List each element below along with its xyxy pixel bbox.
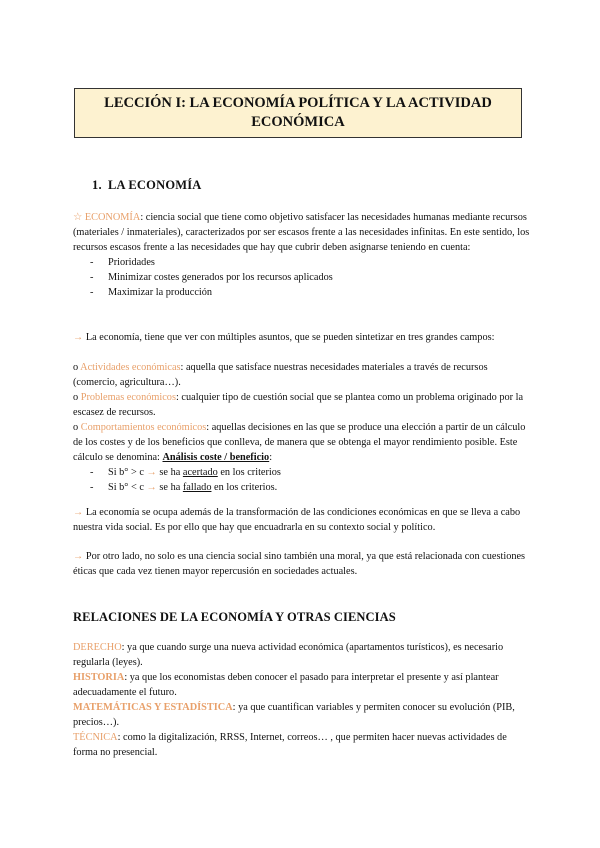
- criterio-word: fallado: [182, 482, 212, 493]
- bullet-icon: o: [73, 362, 79, 373]
- bullet-icon: o: [73, 422, 79, 433]
- campo-text: : aquellas decisiones en las que se produce una elección a partir de un cálculo de los costes y de los beneficios que conlleva, de manera que se obtenga el mayor rendimiento posible. Este cálculo se denomina:: [73, 422, 526, 463]
- criterios-list: [73, 465, 533, 495]
- relacion-label: TÉCNICA: [73, 732, 118, 743]
- relacion-text: : ya que cuando surge una nueva actividad económica (apartamentos turísticos), es necesario regularla (leyes).: [73, 642, 504, 668]
- arrow-icon: →: [146, 467, 157, 478]
- section-heading-relaciones: RELACIONES DE LA ECONOMÍA Y OTRAS CIENCIAS: [73, 610, 396, 624]
- section-title: LA ECONOMÍA: [108, 178, 202, 192]
- transformacion-paragraph: [73, 505, 533, 535]
- criterio-post: en los criterios: [217, 467, 281, 478]
- definition-term: ECONOMÍA: [84, 212, 141, 223]
- list-item: [73, 390, 533, 420]
- analisis-term: Análisis coste / beneficio: [162, 452, 270, 463]
- arrow-icon: →: [146, 482, 157, 493]
- relaciones-block: [73, 640, 533, 760]
- campos-block: [73, 360, 533, 495]
- criterio-word: acertado: [182, 467, 218, 478]
- relacion-label: MATEMÁTICAS Y ESTADÍSTICA: [73, 702, 233, 713]
- campo-label: Comportamientos económicos: [80, 422, 207, 433]
- criterio-post: en los criterios.: [211, 482, 278, 493]
- list-item: [73, 670, 533, 700]
- campos-intro-text: La economía, tiene que ver con múltiples asuntos, que se pueden sintetizar en tres grandes campos:: [83, 332, 495, 343]
- relacion-text: : ya que cuantifican variables y permiten conocer su evolución (PIB, precios…).: [73, 702, 515, 728]
- definition-list: [73, 255, 533, 300]
- campos-intro: [73, 330, 533, 345]
- campo-label: Actividades económicas: [80, 362, 181, 373]
- arrow-icon: →: [73, 332, 84, 343]
- paragraph-text: La economía se ocupa además de la transformación de las condiciones económicas en que se lleva a cabo nuestra vida social. Es por ello que hay que encuadrarla en su contexto social y político.: [73, 507, 521, 533]
- definition-paragraph: [73, 210, 533, 255]
- section-number: 1.: [92, 178, 102, 192]
- paragraph-text: Por otro lado, no solo es una ciencia social sino también una moral, ya que está relacionada con cuestiones éticas que cada vez tienen mayor repercusión en sociedades actuales.: [73, 551, 526, 577]
- relacion-text: : ya que los economistas deben conocer el pasado para interpretar el presente y así plantear adecuadamente el futuro.: [73, 672, 499, 698]
- relacion-text: : como la digitalización, RRSS, Internet, correos… , que permiten hacer nuevas actividades de forma no presencial.: [73, 732, 507, 758]
- arrow-icon: →: [73, 507, 84, 518]
- criterio-pre: se ha: [156, 482, 183, 493]
- relacion-label: HISTORIA: [73, 672, 125, 683]
- list-item: [73, 480, 533, 495]
- criterio-condition: Si b° > c: [108, 467, 144, 478]
- list-item: [73, 360, 533, 390]
- list-item: [73, 465, 533, 480]
- list-item: [73, 700, 533, 730]
- lesson-title: LECCIÓN I: LA ECONOMÍA POLÍTICA Y LA ACTIVIDAD ECONÓMICA: [104, 95, 492, 130]
- list-item: - Maximizar la producción: [73, 285, 533, 300]
- definition-text: : ciencia social que tiene como objetivo satisfacer las necesidades humanas mediante recursos (materiales / inmateriales), caracterizados por ser escasos frente a las necesidades infinitas. En este sentido, los recursos escasos frente a las necesidades que hay que cubrir deben asignarse teniendo en cuenta:: [73, 212, 530, 253]
- campo-text: : cualquier tipo de cuestión social que se plantea como un problema originado por la escasez de recursos.: [73, 392, 524, 418]
- bullet-icon: o: [73, 392, 79, 403]
- star-icon: ☆: [73, 212, 83, 223]
- campo-text: : aquella que satisface nuestras necesidades materiales a través de recursos (comercio, agricultura…).: [73, 362, 488, 388]
- list-item: - Minimizar costes generados por los recursos aplicados: [73, 270, 533, 285]
- list-item: [73, 730, 533, 760]
- definition-block: [73, 210, 533, 300]
- section-heading-economia: [92, 178, 202, 193]
- criterio-pre: se ha: [156, 467, 183, 478]
- moral-paragraph: [73, 549, 533, 579]
- campo-label: Problemas económicos: [80, 392, 176, 403]
- list-item: - Prioridades: [73, 255, 533, 270]
- colon: :: [269, 452, 273, 463]
- relacion-label: DERECHO: [73, 642, 122, 653]
- lesson-title-box: [74, 88, 522, 138]
- list-item: [73, 420, 533, 465]
- arrow-icon: →: [73, 551, 84, 562]
- criterio-condition: Si b° < c: [108, 482, 144, 493]
- list-item: [73, 640, 533, 670]
